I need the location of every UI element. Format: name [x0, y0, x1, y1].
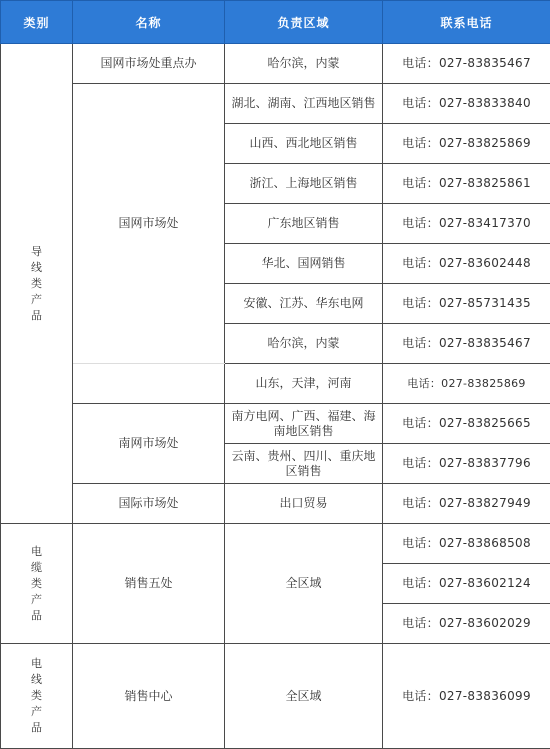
phone-cell: 电话：027-83827949: [383, 484, 550, 524]
phone-cell: 电话：027-83835467: [383, 44, 550, 84]
phone-cell: 电话：027-83602124: [383, 564, 550, 604]
table-row: [1, 524, 550, 564]
phone-cell: 电话：027-83825665: [383, 404, 550, 444]
name-cell: 国网市场处: [73, 84, 225, 364]
region-cell: 全区域: [225, 644, 383, 749]
region-cell: 安徽、江苏、华东电网: [225, 284, 383, 324]
phone-cell: 电话：027-83833840: [383, 84, 550, 124]
table-row: [1, 484, 550, 524]
phone-cell: 电话：027-83602029: [383, 604, 550, 644]
region-cell: 南方电网、广西、福建、海南地区销售: [225, 404, 383, 444]
region-cell: 华北、国网销售: [225, 244, 383, 284]
header-row: [1, 1, 550, 44]
phone-cell: 电话：027-83825869: [383, 124, 550, 164]
phone-cell: 电话：027-83837796: [383, 444, 550, 484]
phone-cell: 电话：027-83868508: [383, 524, 550, 564]
phone-cell: 电话：027-83835467: [383, 324, 550, 364]
region-cell: 广东地区销售: [225, 204, 383, 244]
region-cell: 湖北、湖南、江西地区销售: [225, 84, 383, 124]
category-cell: 电缆类产品: [1, 524, 73, 644]
name-cell: 销售五处: [73, 524, 225, 644]
region-cell: 全区域: [225, 524, 383, 644]
region-cell: 云南、贵州、四川、重庆地区销售: [225, 444, 383, 484]
header-name: 名称: [73, 1, 225, 44]
phone-cell: 电话：027-83836099: [383, 644, 550, 749]
category-cell: 电线类产品: [1, 644, 73, 749]
table-row: [1, 84, 550, 124]
header-phone: 联系电话: [383, 1, 550, 44]
phone-cell: 电话：027-83417370: [383, 204, 550, 244]
region-cell: 山东，天津，河南: [225, 364, 383, 404]
phone-cell: 电话：027-85731435: [383, 284, 550, 324]
region-cell: 山西、西北地区销售: [225, 124, 383, 164]
region-cell: 哈尔滨，内蒙: [225, 44, 383, 84]
region-cell: 浙江、上海地区销售: [225, 164, 383, 204]
header-category: 类别: [1, 1, 73, 44]
table-row: [1, 644, 550, 749]
phone-cell: 电话：027-83825869: [383, 364, 550, 404]
table-row: [1, 364, 550, 404]
name-cell: 国际市场处: [73, 484, 225, 524]
category-cell: 导线类产品: [1, 44, 73, 524]
name-cell: 销售中心: [73, 644, 225, 749]
phone-cell: 电话：027-83602448: [383, 244, 550, 284]
phone-cell: 电话：027-83825861: [383, 164, 550, 204]
name-cell: 国网市场处重点办: [73, 44, 225, 84]
region-cell: 出口贸易: [225, 484, 383, 524]
table-row: [1, 404, 550, 444]
header-region: 负责区域: [225, 1, 383, 44]
region-cell: 哈尔滨，内蒙: [225, 324, 383, 364]
table-row: [1, 44, 550, 84]
name-cell: 南网市场处: [73, 404, 225, 484]
name-cell-empty: [73, 364, 225, 404]
